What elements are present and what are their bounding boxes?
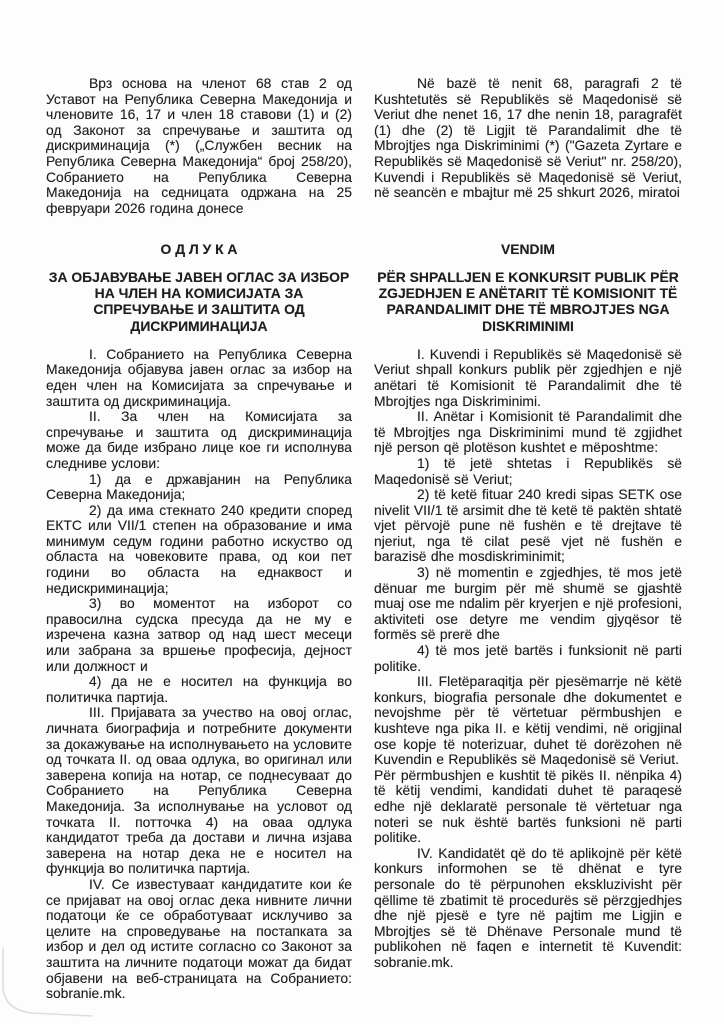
decision-title-al: PËR SHPALLJEN E KONKURSIT PUBLIK PËR ZGJEDHJEN E ANËTARIT TË KOMISIONIT TË PARANDALIMIT DHE TË MBROJTJES NGA DISKRIMINIMI <box>377 268 679 334</box>
paragraph-al-item-III: III. Fletëparaqitja për pjesëmarrje në këtë konkurs, biografia personale dhe dokumentet e nevojshme për të vërtetuar përmbushjen e kushteve nga pika II. e këtij vendimi, në origjinal ose kopje të noterizuar, duhet të dorëzohen në Kuvendin e Republikës së Maqedonisë së Veriut. <box>374 673 682 768</box>
body-albanian <box>374 334 682 1002</box>
paragraph-mk-cond-3: 3) во моментот на изборот со правосилна судска пресуда да не му е изречена казна затвор од над шест месеци или забрана за вршење професија, дејност или должност и <box>46 595 352 674</box>
paragraph-al-item-I: I. Kuvendi i Republikës së Maqedonisë së Veriut shpall konkurs publik për zgjedhjen e një anëtari të Komisionit të Parandalimit dhe të Mbrojtjes nga Diskriminimi. <box>374 345 682 409</box>
paragraph-mk-cond-4: 4) да не е носител на функција во политичка партија. <box>46 673 352 705</box>
paragraph-al-cond-2: 2) të ketë fituar 240 kredi sipas SETK ose nivelit VII/1 të arsimit dhe të ketë të paktën shtatë vjet përvojë pune në fushën e të drejtave të njeriut, nga të cilat pesë vjet në fushën e barazisë dhe mosdiskriminimit; <box>374 486 682 565</box>
paragraph-mk-item-II: II. За член на Комисијата за спречување и заштита од дискриминација може да биде избрано лице кое ги исполнува следниве услови: <box>46 408 352 471</box>
paragraph-mk-cond-2: 2) да има стекнато 240 кредити според ЕКТС или VII/1 степен на образование и има минимум седум години работно искуство од областа на човековите права, од кои пет години во областа на еднаквост и недискриминација; <box>46 501 352 596</box>
body-macedonian <box>46 334 352 1002</box>
paragraph-mk-cond-1: 1) да е државјанин на Република Северна Македонија; <box>46 470 352 503</box>
paragraph-al-item-III-continued: Për përmbushjen e kushtit të pikës II. nënpika 4) të këtij vendimi, kandidati duhet të paraqesë edhe një deklaratë personale të vërtetuar nga noteri se nuk është bartës funksioni në parti politike. <box>374 766 682 846</box>
paragraph-mk-item-IV: IV. Се известуваат кандидатите кои ќе се пријават на овој оглас дека нивните лични податоци ќе се обработуваат исклучиво за целите на спроведување на постапката за избор и дел од истите согласно со Законот за заштита на личните податоци можат да бидат објавени на веб-страницата на Собранието: sobranie.mk. <box>46 875 352 1002</box>
intro-paragraph-al: Në bazë të nenit 68, paragrafi 2 të Kushtetutës së Republikës së Maqedonisë së Veriut dhe nenet 16, 17 dhe nenin 18, paragrafët (1) dhe (2) të Ligjit të Parandalimit dhe të Mbrojtjes nga Diskriminimi (*) ("Gazeta Zyrtare e Republikës së Maqedonisë së Veriut" nr. 258/20), Kuvendi i Republikës së Maqedonisë së Veriut, në seancën e mbajtur më 25 shkurt 2026, miratoi <box>374 75 682 201</box>
decision-heading-al: VENDIM <box>500 241 556 258</box>
decision-heading-mk: О Д Л У К А <box>160 241 238 258</box>
decision-title-mk: ЗА ОБЈАВУВАЊЕ ЈАВЕН ОГЛАС ЗА ИЗБОР НА ЧЛЕН НА КОМИСИЈАТА ЗА СПРЕЧУВАЊЕ И ЗАШТИТА ОД ДИСКРИМИНАЦИЈА <box>48 268 350 334</box>
two-column-layout <box>46 76 682 1002</box>
paragraph-mk-item-III: III. Пријавата за учество на овој оглас, личната биографија и потребните документи за докажување на исполнувањето на условите од точката II. од оваа одлука, во оригинал или заверена копија на нотар, се поднесуваат до Собранието на Република Северна Македонија. За исполнување на условот од точката II. потточка 4) на оваа одлука кандидатот треба да достави и лична изјава заверена на нотар дека не е носител на функција во политичка партија. <box>46 704 352 877</box>
paragraph-mk-item-I: I. Собранието на Република Северна Македонија објавува јавен оглас за избор на еден член на Комисијата за спречување и заштита од дискриминација. <box>46 345 352 409</box>
paragraph-al-cond-3: 3) në momentin e zgjedhjes, të mos jetë dënuar me burgim për më shumë se gjashtë muaj ose me ndalim për kryerjen e një profesioni, aktiviteti ose detyre me vendim gjyqësor të formës së prerë dhe <box>374 564 682 643</box>
paragraph-al-cond-4: 4) të mos jetë bartës i funksionit në parti politike. <box>374 642 682 674</box>
paragraph-al-item-II: II. Anëtar i Komisionit të Parandalimit dhe të Mbrojtjes nga Diskriminimi mund të zgjidhet një person që plotëson kushtet e mëposhtme: <box>374 408 682 456</box>
intro-macedonian <box>46 76 352 216</box>
intro-paragraph-mk: Врз основа на членот 68 став 2 од Уставот на Република Северна Македонија и членовите 16, 17 и член 18 ставови (1) и (2) од Законот за спречување и заштита од дискриминација (*) („Службен весник на Република Северна Македонија“ број 258/20), Собранието на Република Северна Македонија на седницата одржана на 25 февруари 2026 година донесе <box>46 75 352 216</box>
paragraph-al-item-IV: IV. Kandidatët që do të aplikojnë për këtë konkurs informohen se të dhënat e tyre personale do të përpunohen ekskluzivisht për qëllime të zbatimit të procedurës së përzgjedhjes dhe një pjesë e tyre në pajtim me Ligjin e Mbrojtjes së të Dhënave Personale mund të publikohen në faqen e internetit të Kuvendit: sobranie.mk. <box>374 844 682 970</box>
intro-albanian <box>374 76 682 216</box>
paragraph-al-cond-1: 1) të jetë shtetas i Republikës së Maqedonisë së Veriut; <box>374 454 682 487</box>
